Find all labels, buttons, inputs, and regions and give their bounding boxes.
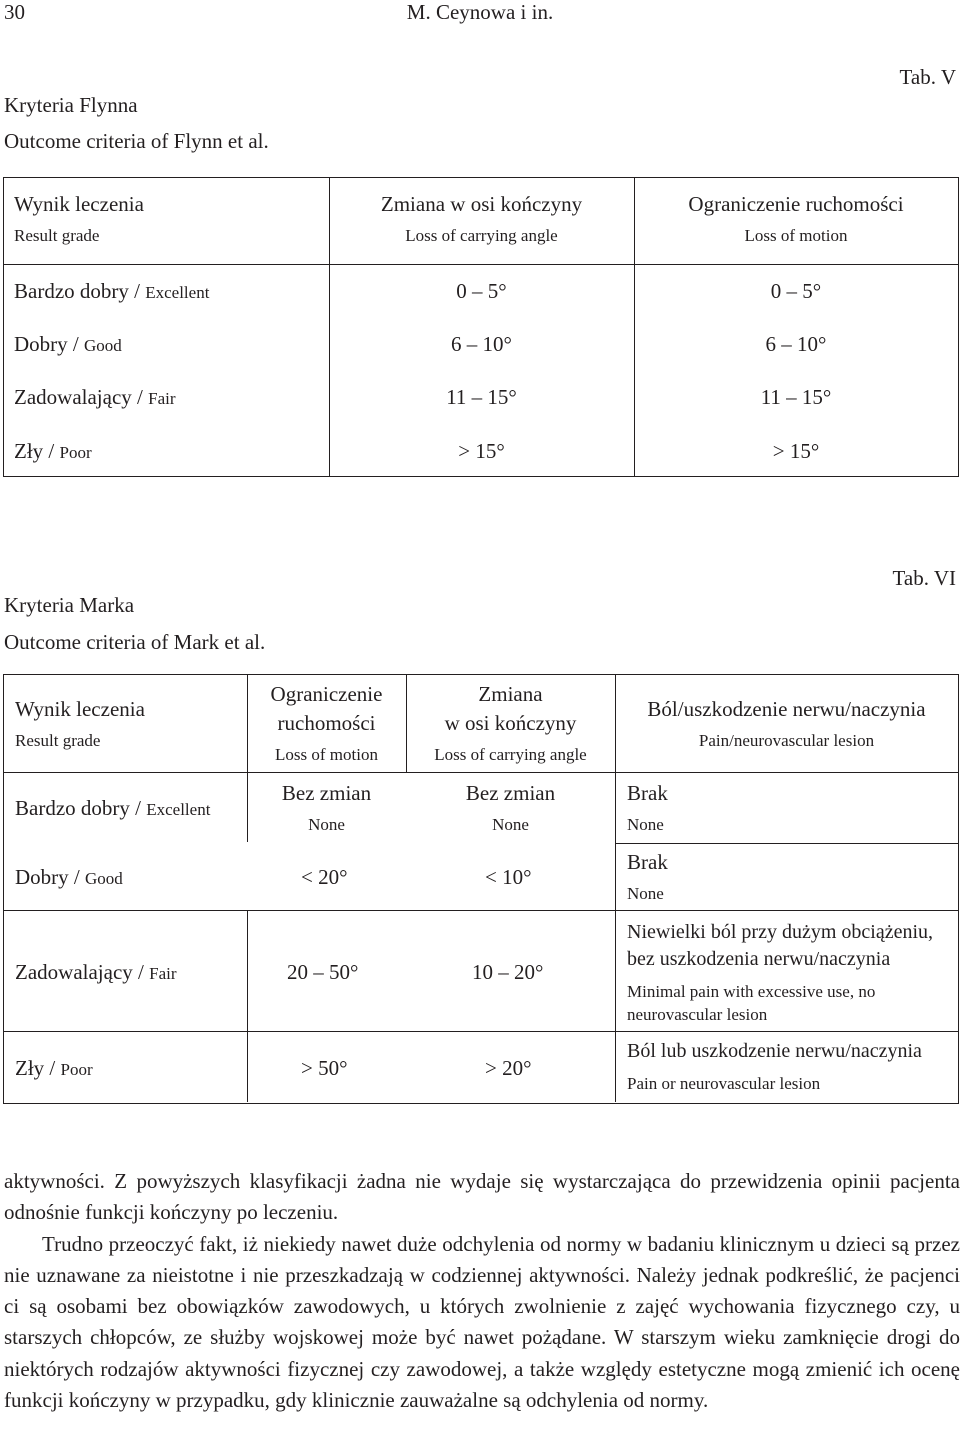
column-header-en: Loss of motion: [744, 226, 848, 245]
cell-pain-pl: bez uszkodzenia nerwu/naczynia: [627, 948, 891, 970]
cell-carrying-pl: Bez zmian: [465, 781, 556, 805]
cell-motion: 6 – 10°: [765, 332, 827, 356]
column-header-pl: Wynik leczenia: [14, 192, 144, 216]
cell-pain-pl: Niewielki ból przy dużym obciążeniu,: [627, 921, 934, 943]
row-grade: Zły / Poor: [14, 439, 92, 463]
header-divider: [3, 264, 958, 265]
row-grade: Bardzo dobry / Excellent: [15, 796, 211, 820]
body-text: [4, 1166, 960, 1416]
row-divider: [3, 910, 958, 911]
cell-motion: > 15°: [772, 439, 820, 463]
cell-motion: 0 – 5°: [770, 279, 822, 303]
column-header-en: Result grade: [15, 731, 101, 750]
row-grade: Dobry / Good: [14, 332, 122, 356]
cell-motion-pl: Bez zmian: [281, 781, 372, 805]
page-number: 30: [4, 0, 25, 24]
running-title: M. Ceynowa i in.: [406, 0, 554, 24]
cell-pain-en: None: [627, 815, 664, 834]
cell-pain-pl: Brak: [627, 781, 668, 805]
column-header-en: Loss of motion: [275, 745, 378, 764]
cell-pain-en: Minimal pain with excessive use, no: [627, 982, 876, 1001]
cell-carrying: 10 – 20°: [472, 960, 544, 984]
row-grade: Dobry / Good: [15, 865, 123, 889]
cell-motion: 11 – 15°: [760, 385, 832, 409]
row-divider: [3, 1031, 958, 1032]
table-title-en: Outcome criteria of Mark et al.: [4, 630, 266, 654]
table-title-pl: Kryteria Flynna: [4, 93, 138, 117]
column-header-pl: Zmiana w osi kończyny: [380, 192, 583, 216]
column-divider: [329, 177, 330, 476]
row-divider: [615, 843, 958, 844]
cell-carrying: > 20°: [485, 1056, 532, 1080]
column-header-pl: Ograniczenie ruchomości: [688, 192, 904, 216]
column-header-en: Pain/neurovascular lesion: [698, 731, 875, 750]
column-header-pl: Zmiana: [478, 682, 543, 706]
cell-motion: 20 – 50°: [287, 960, 359, 984]
cell-pain-pl: Ból lub uszkodzenie nerwu/naczynia: [627, 1040, 922, 1062]
column-header-pl: Wynik leczenia: [15, 697, 145, 721]
cell-motion: > 50°: [301, 1056, 348, 1080]
table-label: Tab. VI: [892, 566, 956, 590]
cell-carrying: 11 – 15°: [446, 385, 517, 409]
column-header-pl: Ból/uszkodzenie nerwu/naczynia: [647, 697, 926, 721]
paragraph: aktywności. Z powyższych klasyfikacji żadna nie wydaje się wystarczająca do przewidzenia opinii pacjenta odnośnie funkcji kończyny po leczeniu.: [4, 1169, 960, 1225]
column-header-pl: Ograniczenie: [270, 682, 383, 706]
row-grade: Zadowalający / Fair: [15, 960, 177, 984]
table-label: Tab. V: [899, 65, 956, 89]
cell-pain-en: None: [627, 884, 664, 903]
paragraph: Trudno przeoczyć fakt, iż niekiedy nawet duże odchylenia od normy w badaniu klinicznym u dzieci są przez nie uznawane za nieistotne i nie przeszkadzają w codziennej aktywności. Należy jednak podkreślić, że pacjenci ci są osobami bez obowiązków zawodowych, u których zwolnienie z zajęć wychowania fizycznego czy, u starszych chłopców, ze służby wojskowej może być nawet pożądane. W starszym wieku zamknięcie drogi do niektórych rodzajów aktywności fizycznej czy zawodowej, a także względy estetyczne mogą zmienić ich ocenę funkcji kończyny w przypadku, gdy klinicznie zauważalne są odchylenia od normy.: [4, 1231, 960, 1413]
table-title-en: Outcome criteria of Flynn et al.: [4, 129, 269, 153]
row-grade: Zadowalający / Fair: [14, 385, 176, 409]
row-grade: Zły / Poor: [15, 1056, 93, 1080]
table-title-pl: Kryteria Marka: [4, 593, 135, 617]
cell-carrying-en: None: [492, 815, 529, 834]
cell-carrying: > 15°: [458, 439, 505, 463]
cell-pain-en: neurovascular lesion: [627, 1005, 768, 1024]
table-border: [3, 177, 959, 477]
column-divider: [247, 910, 248, 1102]
cell-carrying: 0 – 5°: [456, 279, 507, 303]
cell-pain-pl: Brak: [627, 850, 668, 874]
cell-carrying: 6 – 10°: [451, 332, 512, 356]
cell-motion: < 20°: [301, 865, 348, 889]
header-divider: [3, 772, 958, 773]
cell-motion-en: None: [308, 815, 345, 834]
column-header-pl: ruchomości: [277, 711, 376, 735]
row-grade: Bardzo dobry / Excellent: [14, 279, 210, 303]
cell-pain-en: Pain or neurovascular lesion: [627, 1074, 821, 1093]
column-header-en: Loss of carrying angle: [405, 226, 558, 245]
cell-carrying: < 10°: [485, 865, 532, 889]
column-header-pl: w osi kończyny: [444, 711, 577, 735]
column-header-en: Result grade: [14, 226, 100, 245]
column-header-en: Loss of carrying angle: [434, 745, 587, 764]
column-divider: [634, 177, 635, 476]
